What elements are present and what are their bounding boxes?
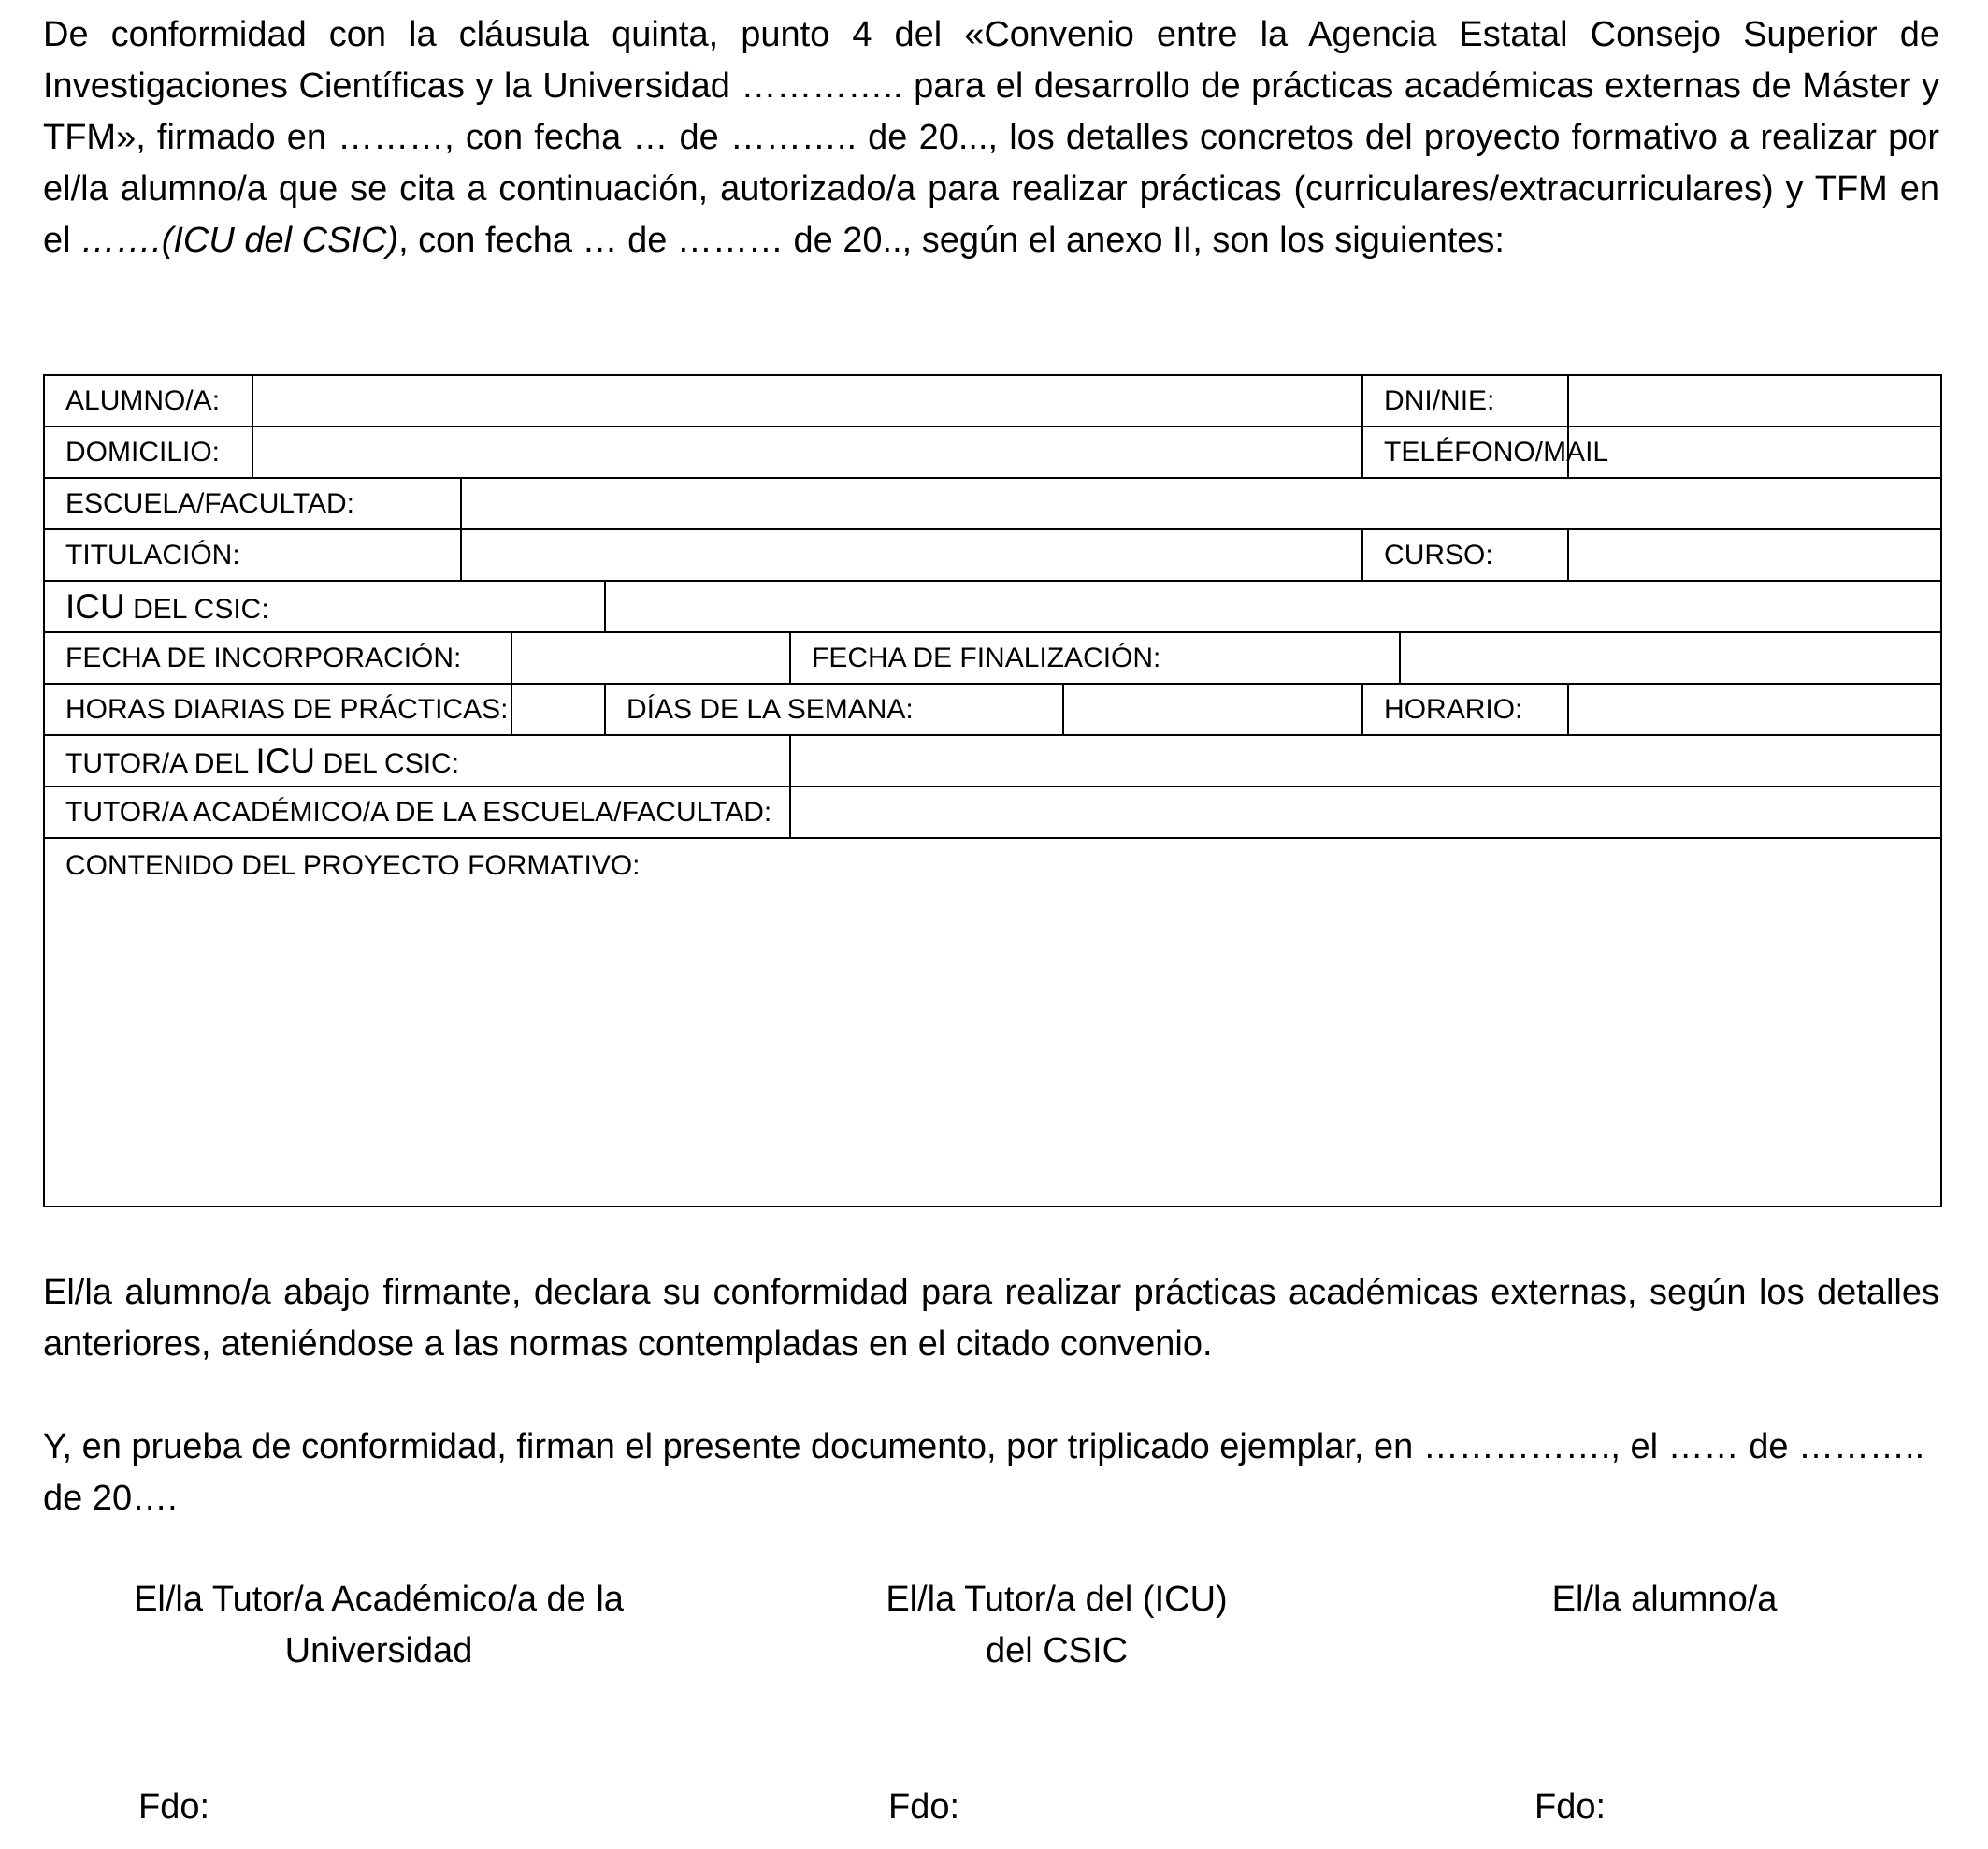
dias-label-cell: [605, 684, 1063, 735]
alumno-label-cell: [44, 375, 252, 426]
form-row-fechas: [44, 632, 1941, 684]
tutor-icu-label-big: ICU: [255, 741, 316, 780]
tutor-icu-field[interactable]: [790, 735, 1941, 787]
horas-field[interactable]: [511, 684, 605, 735]
tutor-icu-label-cell: [44, 735, 790, 787]
curso-field[interactable]: [1568, 529, 1941, 581]
fdo-tutor-icu: Fdo:: [888, 1787, 960, 1827]
dni-label-cell: [1362, 375, 1568, 426]
fecha-finalizacion-label-cell: [790, 632, 1400, 684]
project-details-table: [43, 374, 1942, 1207]
dni-field[interactable]: [1568, 375, 1941, 426]
horario-label-cell: [1362, 684, 1568, 735]
intro-text-main: De conformidad con la cláusula quinta, punto 4 del «Convenio entre la Agencia Estatal Consejo Superior de Investigaciones Científicas y la Universidad ………….. para el desarrollo de prácticas académicas externas de Máster y TFM», firmado en ………, con fecha … de ……….. de 20..., los detalles concretos del proyecto formativo a realizar por el/la alumno/a que se cita a continuación, autorizado/a para realizar prácticas (curriculares/extracurriculares) y TFM en el: [43, 15, 1939, 260]
dni-label: DNI/NIE:: [1384, 384, 1495, 416]
fecha-incorporacion-label-cell: [44, 632, 511, 684]
signature-block-tutor-academico: [75, 1574, 683, 1677]
form-row-tutor-academico: [44, 787, 1941, 838]
form-row-alumno: [44, 375, 1941, 426]
tutor-icu-label-pre: TUTOR/A DEL: [65, 747, 256, 779]
signature-title-line1: El/la Tutor/a del (ICU): [886, 1580, 1228, 1619]
escuela-label-cell: [44, 478, 461, 529]
tutor-academico-field[interactable]: [790, 787, 1941, 838]
form-row-contenido: [44, 838, 1941, 1206]
declaration-paragraph: El/la alumno/a abajo firmante, declara su conformidad para realizar prácticas académicas externas, según los detalles anteriores, ateniéndose a las normas contempladas en el citado convenio.: [43, 1273, 1939, 1364]
fdo-alumno: Fdo:: [1534, 1787, 1606, 1827]
signature-title-line1: El/la alumno/a: [1551, 1580, 1778, 1619]
titulacion-field[interactable]: [461, 529, 1362, 581]
alumno-field[interactable]: [252, 375, 1362, 426]
signature-title-line2: del CSIC: [985, 1631, 1129, 1670]
escuela-field[interactable]: [461, 478, 1941, 529]
signature-block-alumno: [1477, 1574, 1851, 1625]
form-row-domicilio: [44, 426, 1941, 478]
fdo-tutor-academico: Fdo:: [138, 1787, 210, 1827]
horas-label: HORAS DIARIAS DE PRÁCTICAS:: [65, 693, 509, 725]
fecha-finalizacion-label: FECHA DE FINALIZACIÓN:: [812, 642, 1161, 673]
domicilio-label-cell: [44, 426, 252, 478]
tutor-academico-label: TUTOR/A ACADÉMICO/A DE LA ESCUELA/FACULTAD:: [65, 796, 772, 828]
icu-label-big: ICU: [65, 586, 125, 626]
contenido-field[interactable]: [44, 838, 1941, 1206]
horario-field[interactable]: [1568, 684, 1941, 735]
curso-label-cell: [1362, 529, 1568, 581]
fecha-incorporacion-label: FECHA DE INCORPORACIÓN:: [65, 642, 462, 673]
icu-field[interactable]: [605, 581, 1941, 632]
domicilio-label: DOMICILIO:: [65, 436, 221, 468]
signature-title-line2: Universidad: [284, 1631, 473, 1670]
telefono-label-cell: [1362, 426, 1609, 478]
fecha-finalizacion-field[interactable]: [1400, 632, 1941, 684]
icu-label: [65, 586, 269, 626]
telefono-field[interactable]: [1568, 426, 1941, 478]
titulacion-label: TITULACIÓN:: [65, 539, 240, 571]
telefono-label: TELÉFONO/MAIL: [1384, 436, 1609, 468]
dias-label: DÍAS DE LA SEMANA:: [627, 693, 914, 725]
horas-label-cell: [44, 684, 511, 735]
tutor-icu-label-post: DEL CSIC:: [315, 747, 460, 779]
form-row-tutor-icu: [44, 735, 1941, 787]
contenido-label: CONTENIDO DEL PROYECTO FORMATIVO:: [65, 850, 641, 881]
signing-statement: Y, en prueba de conformidad, firman el presente documento, por triplicado ejemplar, en ……………., el …… de ……….. de 20….: [43, 1427, 1925, 1518]
form-row-escuela: [44, 478, 1941, 529]
intro-text-end: , con fecha … de ……… de 20.., según el anexo II, son los siguientes:: [398, 221, 1505, 260]
intro-text-icu: …….(ICU del CSIC): [80, 221, 399, 260]
signature-block-tutor-icu: [823, 1574, 1290, 1677]
fecha-incorporacion-field[interactable]: [511, 632, 790, 684]
icu-label-cell: [44, 581, 605, 632]
tutor-icu-label: [65, 741, 460, 780]
dias-field[interactable]: [1063, 684, 1362, 735]
intro-paragraph: [43, 9, 1939, 267]
icu-label-rest: DEL CSIC:: [124, 593, 269, 625]
horario-label: HORARIO:: [1384, 693, 1523, 725]
tutor-academico-label-cell: [44, 787, 790, 838]
signature-title-line1: El/la Tutor/a Académico/a de la: [134, 1580, 624, 1619]
domicilio-field[interactable]: [252, 426, 1362, 478]
form-row-titulacion: [44, 529, 1941, 581]
curso-label: CURSO:: [1384, 539, 1493, 571]
titulacion-label-cell: [44, 529, 461, 581]
escuela-label: ESCUELA/FACULTAD:: [65, 487, 354, 519]
form-row-horas: [44, 684, 1941, 735]
form-row-icu: [44, 581, 1941, 632]
alumno-label: ALUMNO/A:: [65, 384, 221, 416]
